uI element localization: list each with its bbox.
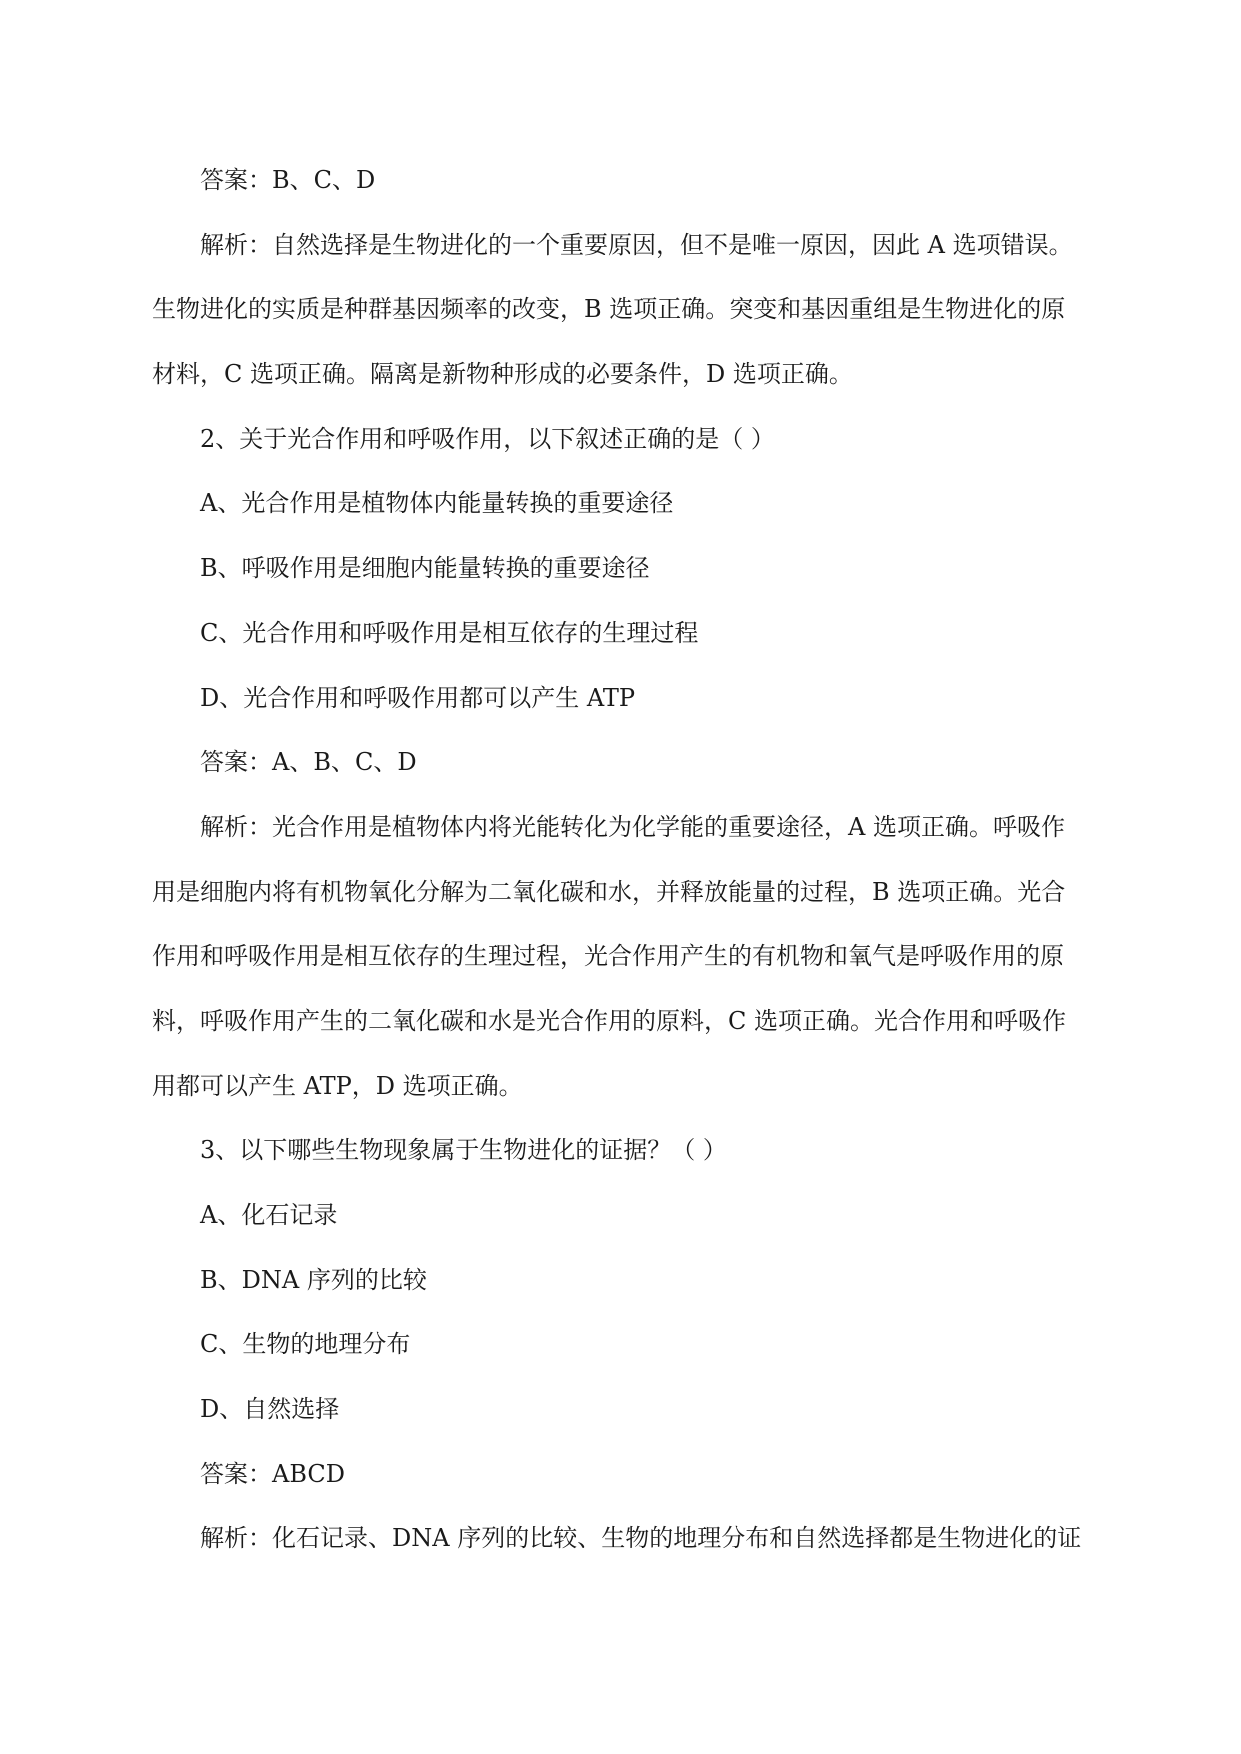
analysis-text: 解析：自然选择是生物进化的一个重要原因，但不是唯一原因，因此 A 选项错误。 xyxy=(200,230,1073,259)
analysis-text: 材料，C 选项正确。隔离是新物种形成的必要条件，D 选项正确。 xyxy=(152,360,853,389)
answer-text: 答案：ABCD xyxy=(200,1459,346,1488)
analysis-text: 作用和呼吸作用是相互依存的生理过程，光合作用产生的有机物和氧气是呼吸作用的原 xyxy=(152,942,1064,971)
analysis-text: 用是细胞内将有机物氧化分解为二氧化碳和水，并释放能量的过程，B 选项正确。光合 xyxy=(152,877,1066,906)
question-text: 3、以下哪些生物现象属于生物进化的证据？（ ） xyxy=(200,1136,727,1165)
option-b: B、DNA 序列的比较 xyxy=(200,1265,427,1294)
option-c: C、光合作用和呼吸作用是相互依存的生理过程 xyxy=(200,618,699,647)
option-a: A、光合作用是植物体内能量转换的重要途径 xyxy=(200,489,674,518)
option-c: C、生物的地理分布 xyxy=(200,1330,411,1359)
analysis-text: 生物进化的实质是种群基因频率的改变，B 选项正确。突变和基因重组是生物进化的原 xyxy=(152,295,1066,324)
analysis-text: 料，呼吸作用产生的二氧化碳和水是光合作用的原料，C 选项正确。光合作用和呼吸作 xyxy=(152,1006,1066,1035)
option-a: A、化石记录 xyxy=(200,1201,338,1229)
option-d: D、光合作用和呼吸作用都可以产生 ATP xyxy=(200,683,636,712)
analysis-text: 解析：化石记录、DNA 序列的比较、生物的地理分布和自然选择都是生物进化的证 xyxy=(200,1524,1082,1553)
option-b: B、呼吸作用是细胞内能量转换的重要途径 xyxy=(200,554,650,583)
answer-text: 答案：B、C、D xyxy=(200,166,376,194)
option-d: D、自然选择 xyxy=(200,1395,340,1424)
document-body xyxy=(152,148,1090,1571)
answer-text: 答案：A、B、C、D xyxy=(200,748,417,777)
question-text: 2、关于光合作用和呼吸作用，以下叙述正确的是（ ） xyxy=(200,424,775,453)
analysis-text: 用都可以产生 ATP，D 选项正确。 xyxy=(152,1071,523,1100)
analysis-text: 解析：光合作用是植物体内将光能转化为化学能的重要途径，A 选项正确。呼吸作 xyxy=(200,812,1065,841)
